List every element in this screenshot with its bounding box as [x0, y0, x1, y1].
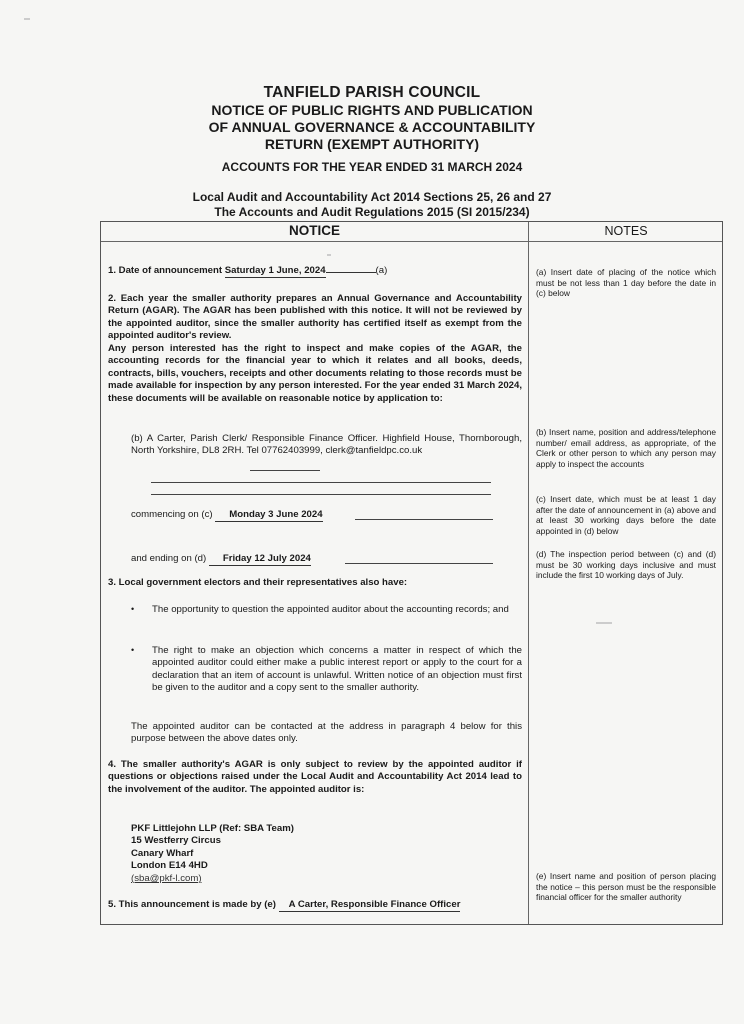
auditor-line-2: 15 Westferry Circus	[131, 835, 221, 847]
regulations-reference: The Accounts and Audit Regulations 2015 (SI 2015/234)	[214, 205, 530, 219]
bullet-dot-1: •	[131, 604, 135, 614]
announcement-label: 1. Date of announcement	[108, 265, 225, 276]
auditor-line-4: London E14 4HD	[131, 860, 208, 872]
announcement-blank	[326, 272, 376, 273]
auditor-email-link[interactable]: (sba@pkf-l.com)	[131, 873, 202, 884]
blank-line-2	[151, 494, 491, 495]
paragraph-3: 3. Local government electors and their representatives also have:	[108, 577, 408, 588]
notes-column-header: NOTES	[604, 224, 648, 238]
auditor-address	[131, 823, 431, 873]
scan-speck	[24, 18, 30, 20]
auditor-line-3: Canary Wharf	[131, 847, 194, 859]
note-b: (b) Insert name, position and address/telephone number/ email address, as appropriate, of the Clerk or other person to which any person may apply to inspect the accounts	[536, 427, 716, 469]
accounts-year: ACCOUNTS FOR THE YEAR ENDED 31 MARCH 2024	[221, 160, 523, 174]
scan-speck	[327, 254, 331, 256]
contact-details: (b) A Carter, Parish Clerk/ Responsible Finance Officer. Highfield House, Thornborough, North Yorkshire, DL8 2RH. Tel 07762403999, clerk@tanfieldpc.co.uk	[131, 433, 522, 457]
commencing-date: Monday 3 June 2024	[215, 509, 322, 522]
ending-date: Friday 12 July 2024	[209, 553, 311, 566]
scan-speck	[596, 622, 612, 624]
contact-underline	[250, 470, 320, 471]
auditor-email[interactable]	[131, 873, 331, 885]
paragraph-5	[108, 899, 528, 912]
note-e: (e) Insert name and position of person placing the notice – this person must be the responsible financial officer for the smaller authority	[536, 871, 716, 903]
paragraph-2b: Any person interested has the right to inspect and make copies of the AGAR, the accounting records for the financial year to which it relates and all books, deeds, contracts, bills, vouchers, receipts and other documents relating to those records must be made available for inspection by any person interested. For the year ended 31 March 2024, these documents will be available on reasonable notice by application to:	[108, 343, 522, 404]
ending-rule	[345, 563, 493, 564]
paragraph-4: 4. The smaller authority's AGAR is only subject to review by the appointed auditor if questions or objections raised under the Local Audit and Accountability Act 2014 lead to the involvement of the auditor. The appointed auditor is:	[108, 759, 522, 795]
notice-column-header: NOTICE	[288, 223, 340, 238]
note-a: (a) Insert date of placing of the notice which must be not less than 1 day before the date in (c) below	[536, 267, 716, 299]
bullet-1: The opportunity to question the appointed auditor about the accounting records; and	[152, 604, 509, 615]
note-c: (c) Insert date, which must be at least 1 day after the date of announcement in (a) above and at least 30 working days before the date appointed in (d) below	[536, 494, 716, 536]
act-reference: Local Audit and Accountability Act 2014 Sections 25, 26 and 27	[192, 190, 552, 204]
announcement-date: Saturday 1 June, 2024	[225, 265, 326, 278]
announcement-by-label: 5. This announcement is made by (e)	[108, 899, 279, 910]
commencing-line	[131, 509, 511, 522]
bullet-2: The right to make an objection which concerns a matter in respect of which the appointed auditor could either make a public interest report or apply to the court for a declaration that an item of account is unlawful. Written notice of an objection must first be given to the auditor and a copy sent to the smaller authority.	[152, 645, 522, 694]
commencing-rule	[355, 519, 493, 520]
ending-line	[131, 553, 511, 566]
council-name: TANFIELD PARISH COUNCIL	[263, 84, 481, 101]
auditor-contact-text: The appointed auditor can be contacted at the address in paragraph 4 below for this purpose between the above dates only.	[131, 721, 522, 745]
paragraph-2: 2. Each year the smaller authority prepares an Annual Governance and Accountability Return (AGAR). The AGAR has been published with this notice. It will not be reviewed by the appointed auditor, since the smaller authority has certified itself as exempt from the appointed auditor's review.	[108, 293, 522, 342]
note-d: (d) The inspection period between (c) and (d) must be 30 working days inclusive and must include the first 10 working days of July.	[536, 549, 716, 581]
auditor-line-1: PKF Littlejohn LLP (Ref: SBA Team)	[131, 823, 294, 834]
column-divider	[528, 222, 529, 924]
ending-label: and ending on (d)	[131, 553, 209, 564]
header-rule	[101, 241, 722, 242]
paragraph-1	[108, 265, 518, 278]
commencing-label: commencing on (c)	[131, 509, 216, 520]
announcement-note-ref: (a)	[375, 265, 388, 276]
announcement-by-person: A Carter, Responsible Finance Officer	[279, 899, 461, 912]
blank-line-1	[151, 482, 491, 483]
bullet-dot-2: •	[131, 645, 135, 655]
notice-title: NOTICE OF PUBLIC RIGHTS AND PUBLICATION OF ANNUAL GOVERNANCE & ACCOUNTABILITY RETURN (EXEMPT AUTHORITY)	[208, 102, 536, 152]
